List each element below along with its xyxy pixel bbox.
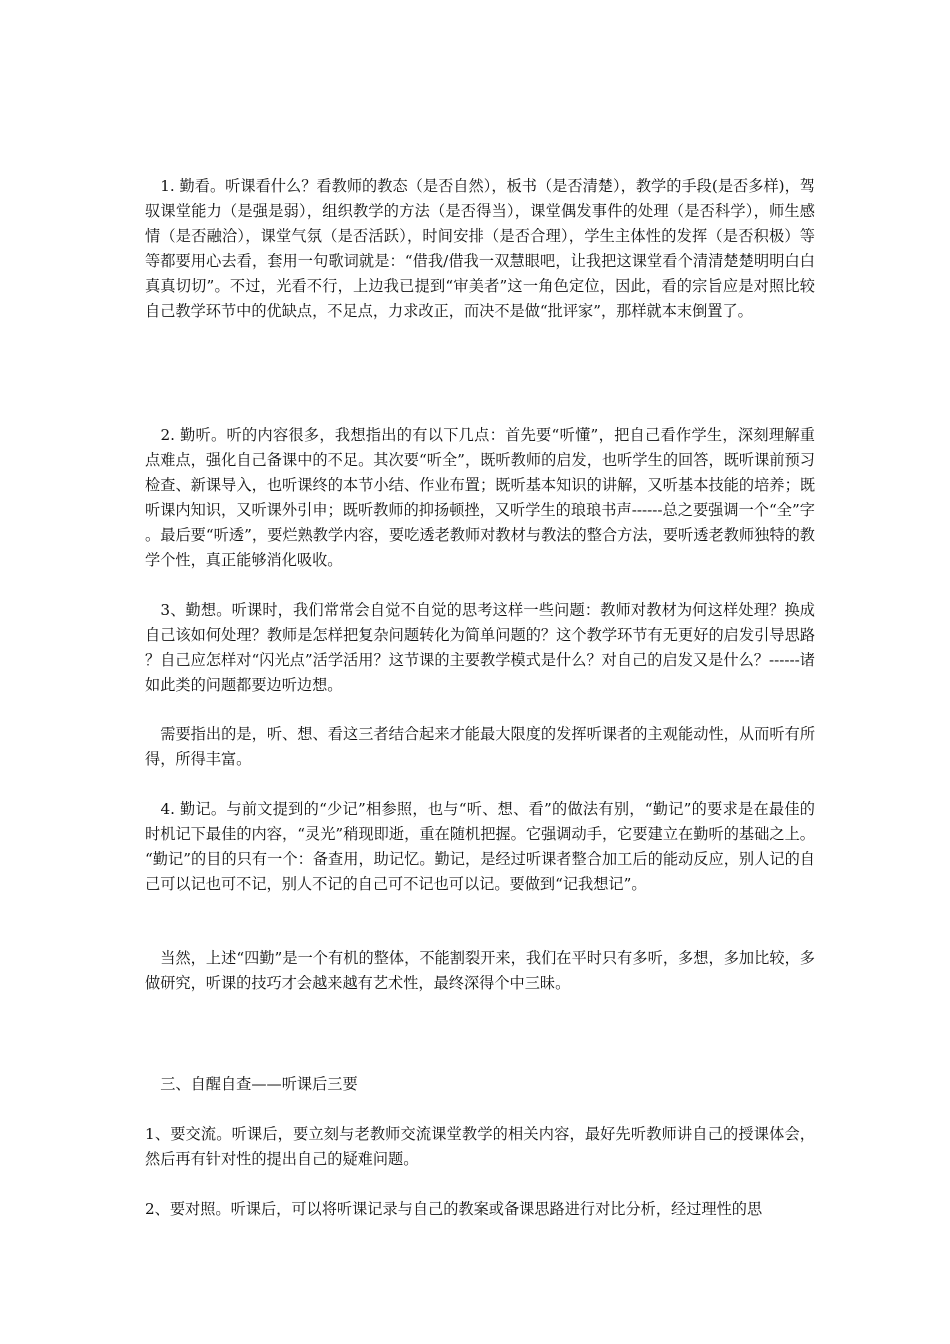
section-heading-three: 三、自醒自查——听课后三要	[145, 1075, 358, 1093]
paragraph-summary: 当然，上述“四勤”是一个有机的整体，不能割裂开来，我们在平时只有多听，多想，多加比较，多做研究，听课的技巧才会越来越有艺术性，最终深得个中三昧。	[145, 949, 815, 992]
paragraph-jiaoliu: 1、要交流。听课后，要立刻与老教师交流课堂教学的相关内容，最好先听教师讲自己的授课体会，然后再有针对性的提出自己的疑难问题。	[145, 1125, 815, 1168]
paragraph-qinkan: 1. 勤看。听课看什么？看教师的教态（是否自然），板书（是否清楚），教学的手段(是否多样)，驾驭课堂能力（是强是弱），组织教学的方法（是否得当），课堂偶发事件的处理（是否科学），师生感情（是否融洽），课堂气氛（是否活跃），时间安排（是否合理），学生主体性的发挥（是否积极）等等都要用心去看，套用一句歌词就是：“借我/借我一双慧眼吧，让我把这课堂看个清清楚楚明明白白真真切切”。不过，光看不行，上边我已提到“审美者”这一角色定位，因此，看的宗旨应是对照比较自己教学环节中的优缺点，不足点，力求改正，而决不是做“批评家”，那样就本末倒置了。	[145, 177, 815, 320]
paragraph-qinting: 2. 勤听。听的内容很多，我想指出的有以下几点：首先要“听懂”，把自己看作学生，深刻理解重点难点，强化自己备课中的不足。其次要“听全”，既听教师的启发，也听学生的回答，既听课前预习检查、新课导入，也听课终的本节小结、作业布置；既听基本知识的讲解，又听基本技能的培养；既听课内知识，又听课外引申；既听教师的抑扬顿挫，又听学生的琅琅书声------总之要强调一个“全”字。最后要“听透”，要烂熟教学内容，要吃透老教师对教材与教法的整合方法，要听透老教师独特的教学个性，真正能够消化吸收。	[145, 426, 815, 569]
paragraph-note: 需要指出的是，听、想、看这三者结合起来才能最大限度的发挥听课者的主观能动性，从而听有所得，所得丰富。	[145, 725, 815, 768]
paragraph-duizhao: 2、要对照。听课后，可以将听课记录与自己的教案或备课思路进行对比分析，经过理性的思	[145, 1200, 763, 1218]
paragraph-qinji: 4. 勤记。与前文提到的“少记”相参照，也与“听、想、看”的做法有别，“勤记”的要求是在最佳的时机记下最佳的内容，“灵光”稍现即逝，重在随机把握。它强调动手，它要建立在勤听的基础之上。“勤记”的目的只有一个：备查用，助记忆。勤记，是经过听课者整合加工后的能动反应，别人记的自己可以记也可不记，别人不记的自己可不记也可以记。要做到“记我想记”。	[145, 800, 815, 893]
paragraph-qinxiang: 3、勤想。听课时，我们常常会自觉不自觉的思考这样一些问题：教师对教材为何这样处理？换成自己该如何处理？教师是怎样把复杂问题转化为简单问题的？这个教学环节有无更好的启发引导思路？自己应怎样对“闪光点”活学活用？这节课的主要教学模式是什么？对自己的启发又是什么？------诸如此类的问题都要边听边想。	[145, 601, 815, 694]
